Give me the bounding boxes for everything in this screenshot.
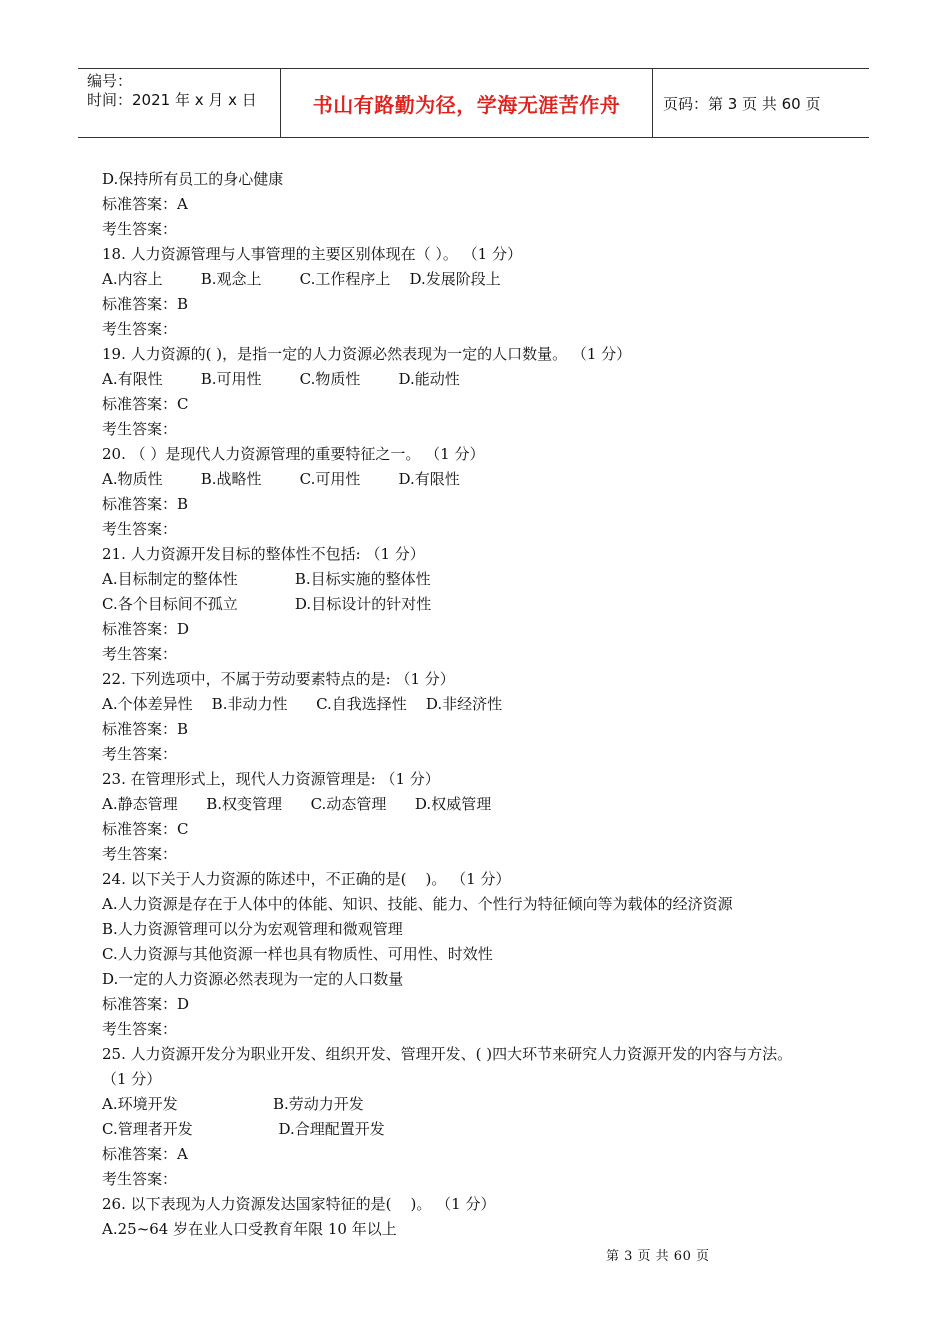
text-line: A.有限性 B.可用性 C.物质性 D.能动性 [102, 370, 460, 388]
text-line: 考生答案： [102, 520, 178, 538]
text-line: 考生答案： [102, 1170, 178, 1188]
text-line: 标准答案：C [102, 395, 189, 413]
document-date: 时间：2021 年 x 月 x 日 [87, 91, 257, 109]
text-line: C.各个目标间不孤立 D.目标设计的针对性 [102, 595, 432, 613]
text-line: A.物质性 B.战略性 C.可用性 D.有限性 [102, 470, 460, 488]
text-line: 标准答案：C [102, 820, 189, 838]
text-line: （1 分） [102, 1070, 162, 1088]
text-line: D.一定的人力资源必然表现为一定的人口数量 [102, 970, 404, 988]
text-line: 23. 在管理形式上，现代人力资源管理是: （1 分） [102, 770, 440, 788]
text-line: D.保持所有员工的身心健康 [102, 170, 284, 188]
text-line: A.环境开发 B.劳动力开发 [102, 1095, 364, 1113]
text-line: A.内容上 B.观念上 C.工作程序上 D.发展阶段上 [102, 270, 501, 288]
text-line: 考生答案： [102, 420, 178, 438]
text-line: A.25~64 岁在业人口受教育年限 10 年以上 [102, 1220, 397, 1238]
text-line: 标准答案：D [102, 995, 190, 1013]
document-number-label: 编号： [87, 72, 133, 90]
text-line: A.目标制定的整体性 B.目标实施的整体性 [102, 570, 431, 588]
text-line: A.静态管理 B.权变管理 C.动态管理 D.权威管理 [102, 795, 492, 813]
header-page-info: 页码：第 3 页 共 60 页 [663, 94, 821, 113]
text-line: 标准答案：B [102, 720, 189, 738]
text-line: A.个体差异性 B.非动力性 C.自我选择性 D.非经济性 [102, 695, 503, 713]
header-motto: 书山有路勤为径，学海无涯苦作舟 [281, 69, 653, 137]
text-line: B.人力资源管理可以分为宏观管理和微观管理 [102, 920, 403, 938]
text-line: 20. （ ）是现代人力资源管理的重要特征之一。 （1 分） [102, 445, 485, 463]
text-line: 26. 以下表现为人力资源发达国家特征的是( )。 （1 分） [102, 1195, 496, 1213]
header-meta [78, 69, 281, 137]
text-line: 考生答案： [102, 220, 178, 238]
text-line: 21. 人力资源开发目标的整体性不包括: （1 分） [102, 545, 425, 563]
text-line: 19. 人力资源的( )，是指一定的人力资源必然表现为一定的人口数量。 （1 分） [102, 345, 632, 363]
text-line: 24. 以下关于人力资源的陈述中，不正确的是( )。 （1 分） [102, 870, 511, 888]
text-line: A.人力资源是存在于人体中的体能、知识、技能、能力、个性行为特征倾向等为载体的经济资源 [102, 895, 733, 913]
text-line: 18. 人力资源管理与人事管理的主要区别体现在（ ）。 （1 分） [102, 245, 522, 263]
text-line: 标准答案：A [102, 1145, 188, 1163]
text-line: 考生答案： [102, 320, 178, 338]
text-line: 标准答案：A [102, 195, 188, 213]
text-line: 标准答案：D [102, 620, 190, 638]
text-line: C.人力资源与其他资源一样也具有物质性、可用性、时效性 [102, 945, 493, 963]
text-line: 标准答案：B [102, 295, 189, 313]
page-header [78, 68, 869, 138]
text-line: C.管理者开发 D.合理配置开发 [102, 1120, 385, 1138]
text-line: 考生答案： [102, 845, 178, 863]
text-line: 25. 人力资源开发分为职业开发、组织开发、管理开发、( )四大环节来研究人力资源开发的内容与方法。 [102, 1045, 793, 1063]
question-list [102, 167, 842, 1242]
text-line: 考生答案： [102, 1020, 178, 1038]
text-line: 22. 下列选项中，不属于劳动要素特点的是: （1 分） [102, 670, 455, 688]
page-footer: 第 3 页 共 60 页 [606, 1249, 710, 1264]
text-line: 考生答案： [102, 645, 178, 663]
text-line: 考生答案： [102, 745, 178, 763]
text-line: 标准答案：B [102, 495, 189, 513]
